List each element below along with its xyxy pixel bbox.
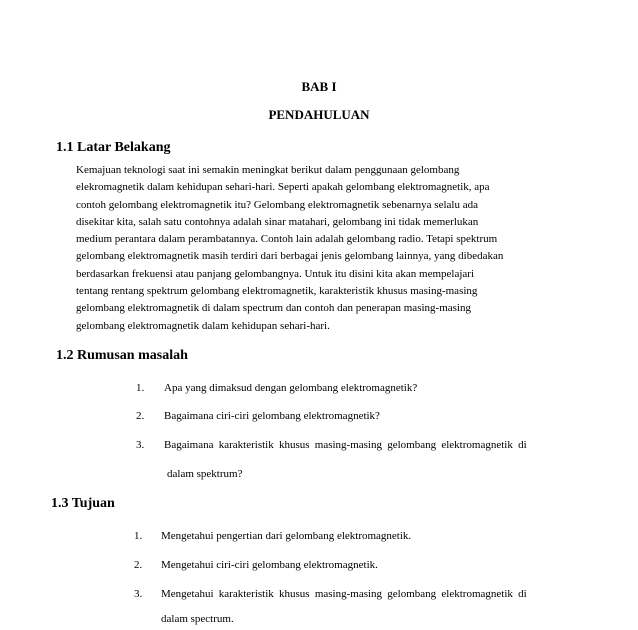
list-item-text-continuation: dalam spektrum? [167, 468, 243, 480]
chapter-label: BAB I [301, 79, 337, 94]
section-heading-latar-belakang: 1.1 Latar Belakang [56, 140, 171, 155]
paragraph-line: gelombang elektromagnetik masih terdiri dari berbagai jenis gelombang lainnya, yang dibedakan [76, 250, 504, 263]
section-heading-tujuan: 1.3 Tujuan [51, 496, 115, 511]
list-item-number: 3. [134, 588, 143, 600]
section-heading-rumusan-masalah: 1.2 Rumusan masalah [56, 348, 188, 363]
list-item-number: 1. [136, 382, 145, 394]
list-item-number: 2. [136, 410, 145, 422]
paragraph-line: medium perantara dalam perambatannya. Contoh lain adalah gelombang radio. Tetapi spektrum [76, 233, 498, 246]
chapter-title: PENDAHULUAN [268, 107, 370, 122]
paragraph-line: gelombang elektromagnetik dalam kehidupan sehari-hari. [76, 319, 330, 332]
list-item-number: 2. [134, 559, 143, 571]
list-item-text: Mengetahui karakteristik khusus masing-masing gelombang elektromagnetik di [161, 588, 527, 600]
paragraph-line: berdasarkan frekuensi atau panjang gelombangnya. Untuk itu disini kita akan mempelajari [76, 267, 475, 280]
list-item-text: Bagaimana ciri-ciri gelombang elektromagnetik? [164, 410, 380, 422]
list-item-text-continuation: dalam spectrum. [161, 613, 234, 625]
paragraph-line: tentang rentang spektrum gelombang elektromagnetik, karakteristik khusus masing-masing [76, 285, 478, 298]
list-item-number: 3. [136, 439, 145, 451]
list-item-number: 1. [134, 530, 143, 542]
list-item-text: Bagaimana karakteristik khusus masing-masing gelombang elektromagnetik di [164, 439, 527, 451]
paragraph-line: gelombang elektromagnetik di dalam spectrum dan contoh dan penerapan masing-masing [76, 302, 471, 315]
paragraph-latar-belakang [76, 162, 503, 335]
paragraph-line: disekitar kita, salah satu contohnya adalah sinar matahari, gelombang ini tidak memerlukan [76, 215, 479, 228]
list-item-text: Mengetahui ciri-ciri gelombang elektromagnetik. [161, 559, 378, 571]
paragraph-line: elekromagnetik dalam kehidupan sehari-hari. Seperti apakah gelombang elektromagnetik, apa [76, 181, 490, 194]
list-item-text: Mengetahui pengertian dari gelombang elektromagnetik. [161, 530, 412, 542]
paragraph-line: Kemajuan teknologi saat ini semakin meningkat berikut dalam penggunaan gelombang [76, 164, 460, 176]
list-item-text: Apa yang dimaksud dengan gelombang elektromagnetik? [164, 382, 418, 394]
paragraph-line: contoh gelombang elektromagnetik itu? Gelombang elektromagnetik sebenarnya selalu ada [76, 198, 478, 211]
